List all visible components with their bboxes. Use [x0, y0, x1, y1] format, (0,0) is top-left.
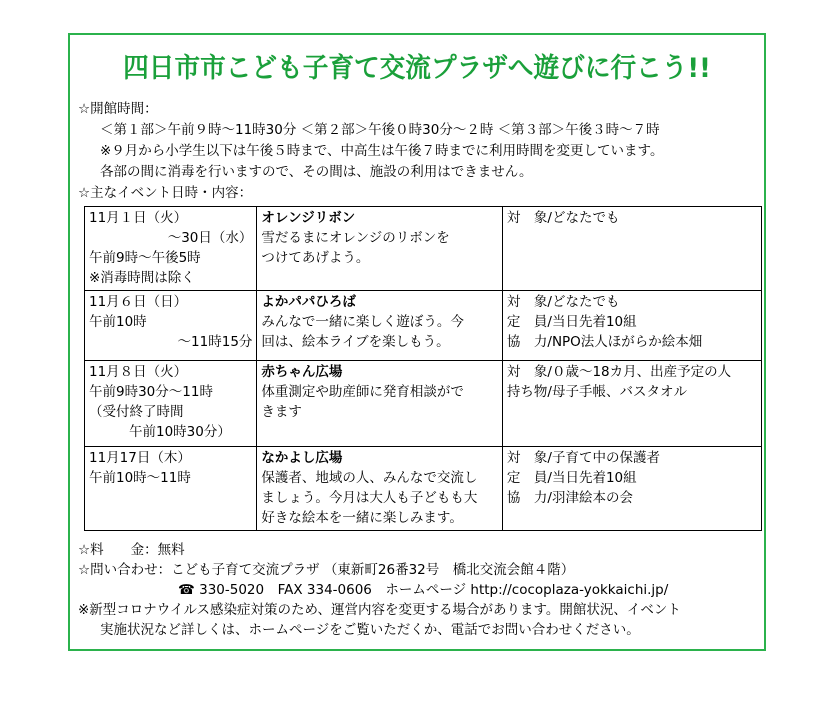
event-description: 好きな絵本を一緒に楽しみます。	[261, 510, 463, 526]
event-name: なかよし広場	[261, 450, 343, 466]
event-time: 午前10時〜11時	[89, 470, 191, 486]
events-heading: ☆主なイベント日時・内容：	[78, 185, 253, 201]
event-info-cell	[502, 447, 761, 531]
event-info-cell	[502, 291, 761, 361]
event-name: オレンジリボン	[261, 210, 356, 226]
events-table	[84, 206, 762, 531]
event-time-note: 午前10時30分）	[129, 424, 231, 440]
event-date-end: 〜30日（水）	[167, 230, 253, 246]
event-description: ましょう。今月は大人も子どもも大	[261, 490, 478, 506]
event-time: 午前9時30分〜11時	[89, 384, 213, 400]
event-description: 雪だるまにオレンジのリボンを	[261, 230, 450, 246]
event-description: つけてあげよう。	[261, 250, 370, 266]
flyer-frame	[68, 33, 766, 651]
event-content-cell	[257, 361, 502, 447]
notice-line-2: 実施状況など詳しくは、ホームページをご覧いただくか、電話でお問い合わせください。	[100, 622, 640, 638]
event-date-cell	[85, 291, 257, 361]
event-description: 体重測定や助産師に発育相談がで	[261, 384, 464, 400]
event-time-note: （受付終了時間	[89, 404, 184, 420]
event-target: 対 象/どなたでも	[506, 294, 620, 310]
event-time-note: ※消毒時間は除く	[89, 270, 195, 286]
event-name: よかパパひろば	[261, 294, 356, 310]
event-target: 対 象/どなたでも	[506, 210, 620, 226]
event-time: 午前9時〜午後5時	[89, 250, 201, 266]
event-target: 対 象/子育て中の保護者	[506, 450, 660, 466]
event-description: きます	[261, 404, 302, 420]
hours-section	[78, 99, 663, 204]
event-capacity: 定 員/当日先着10組	[506, 314, 637, 330]
event-target: 対 象/０歳〜18カ月、出産予定の人	[506, 364, 732, 380]
contact-line: ☆問い合わせ：こども子育て交流プラザ （東新町26番32号 橋北交流会館４階）	[78, 562, 575, 578]
event-date-cell	[85, 447, 257, 531]
event-description: みんなで一緒に楽しく遊ぼう。今	[261, 314, 464, 330]
event-info-cell	[502, 207, 761, 291]
event-name: 赤ちゃん広場	[261, 364, 343, 380]
event-date: 11月１日（火）	[89, 210, 188, 226]
footer-section	[78, 540, 681, 640]
hours-heading: ☆開館時間：	[78, 101, 158, 117]
event-time: 午前10時	[89, 314, 147, 330]
notice-line: ※新型コロナウイルス感染症対策のため、運営内容を変更する場合があります。開館状況、イベント	[78, 602, 681, 618]
event-capacity: 定 員/当日先着10組	[506, 470, 637, 486]
event-cooperation: 協 力/NPO法人ほがらか絵本畑	[506, 334, 703, 350]
event-content-cell	[257, 447, 502, 531]
fee-line: ☆料 金：無料	[78, 542, 185, 558]
flyer-title: 四日市市こども子育て交流プラザへ遊びに行こう!!	[123, 53, 711, 84]
event-date: 11月17日（木）	[89, 450, 191, 466]
table-row	[85, 447, 762, 531]
event-time-end: 〜11時15分	[177, 334, 253, 350]
event-belongings: 持ち物/母子手帳、バスタオル	[506, 384, 687, 400]
table-row	[85, 207, 762, 291]
event-description: 回は、絵本ライブを楽しもう。	[261, 334, 450, 350]
contact-phone-line: ☎ 330-5020 FAX 334-0606 ホームページ http://cocoplaza-yokkaichi.jp/	[178, 582, 669, 598]
table-row	[85, 291, 762, 361]
event-date-cell	[85, 207, 257, 291]
event-date: 11月８日（火）	[89, 364, 188, 380]
event-content-cell	[257, 207, 502, 291]
event-cooperation: 協 力/羽津絵本の会	[506, 490, 633, 506]
event-date-cell	[85, 361, 257, 447]
table-row	[85, 361, 762, 447]
hours-schedule: ＜第１部＞午前９時〜11時30分 ＜第２部＞午後０時30分〜２時 ＜第３部＞午後３時〜７時	[100, 122, 660, 138]
event-date: 11月６日（日）	[89, 294, 188, 310]
event-content-cell	[257, 291, 502, 361]
event-info-cell	[502, 361, 761, 447]
hours-disinfection-note: 各部の間に消毒を行いますので、その間は、施設の利用はできません。	[100, 164, 533, 180]
event-description: 保護者、地域の人、みんなで交流し	[261, 470, 478, 486]
hours-note: ※９月から小学生以下は午後５時まで、中高生は午後７時までに利用時間を変更しています。	[100, 143, 664, 159]
